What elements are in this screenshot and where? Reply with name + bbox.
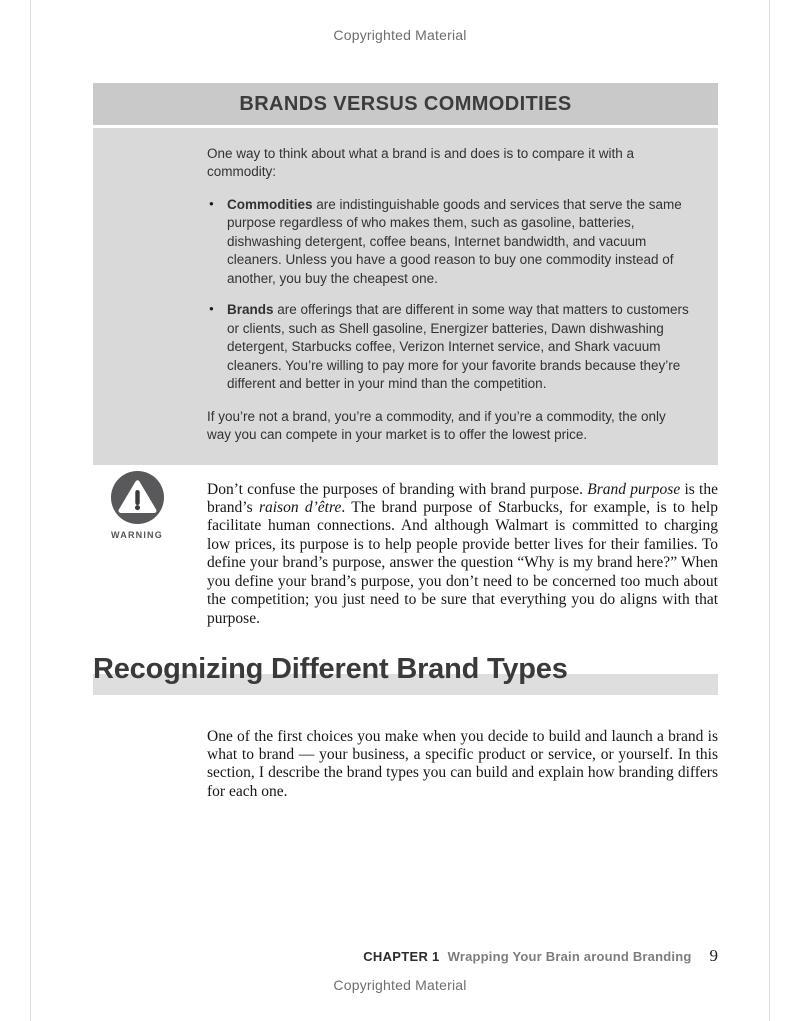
- warning-icon-column: [93, 465, 207, 644]
- sidebar-outro-paragraph: If you’re not a brand, you’re a commodity, and if you’re a commodity, the only way you can compete in your market is to offer the lowest price.: [207, 408, 666, 443]
- warning-text-segment: Don’t confuse the purposes of branding with brand purpose.: [207, 480, 588, 498]
- page-edge-left: [30, 0, 31, 1021]
- warning-text-segment: is the brand’s: [207, 480, 718, 516]
- page-number: 9: [709, 946, 718, 965]
- sidebar-bullet-list: [207, 196, 690, 394]
- sidebar-intro-paragraph: One way to think about what a brand is and does is to compare it with a commodity:: [207, 146, 634, 180]
- warning-label: WARNING: [111, 530, 163, 540]
- section-heading: Recognizing Different Brand Types: [93, 653, 568, 685]
- chapter-title: Wrapping Your Brain around Branding: [447, 949, 692, 964]
- bullet-lead-word: Brands: [227, 302, 274, 318]
- bullet-text: are offerings that are different in some way that matters to customers or clients, such as Shell gasoline, Energizer batteries, Dawn dishwashing detergent, Starbucks coffee, Verizon Internet service, and Shark vacuum cleaners. You’re willing to pay more for your favorite brands because they’re different and better in your mind than the competition.: [227, 302, 689, 392]
- chapter-number-label: CHAPTER 1: [363, 949, 440, 964]
- sidebar-box: [93, 83, 718, 465]
- sidebar-title: BRANDS VERSUS COMMODITIES: [93, 83, 718, 125]
- copyright-notice-bottom: Copyrighted Material: [333, 977, 467, 993]
- warning-triangle-icon: [111, 471, 164, 524]
- copyright-notice-top: Copyrighted Material: [333, 27, 467, 43]
- warning-badge: [102, 471, 172, 540]
- warning-paragraph: [207, 481, 718, 629]
- warning-italic-brand-purpose: Brand purpose: [587, 480, 681, 498]
- section-heading-block: [93, 648, 718, 695]
- warning-text-segment: . The brand purpose of Starbucks, for example, is to help facilitate human connections. And although Walmart is committed to charging low prices, its purpose is to help people provide better lives for their families. To define your brand’s purpose, answer the question “Why is my brand here?” When you define your brand’s purpose, you don’t need to be concerned too much about the competition; you just need to be sure that everything you do aligns with that purpose.: [207, 498, 718, 627]
- bullet-text: are indistinguishable goods and services that serve the same purpose regardless of who makes them, such as gasoline, batteries, dishwashing detergent, coffee beans, Internet bandwidth, and vacuum cleaners. Unless you have a good reason to buy one commodity instead of another, you buy the cheapest one.: [227, 196, 682, 286]
- section-intro-paragraph: One of the first choices you make when you decide to build and launch a brand is what to brand — your business, a specific product or service, or yourself. In this section, I describe the brand types you can build and explain how branding differs for each one.: [207, 727, 718, 800]
- bullet-item-brands: [209, 301, 690, 393]
- sidebar-body: [93, 128, 718, 465]
- bullet-item-commodities: [209, 196, 690, 288]
- warning-block: [93, 465, 718, 644]
- bullet-lead-word: Commodities: [227, 196, 313, 212]
- page-edge-right: [769, 0, 770, 1021]
- page-footer: [93, 946, 718, 966]
- warning-italic-raison-detre: raison d’être: [258, 498, 342, 516]
